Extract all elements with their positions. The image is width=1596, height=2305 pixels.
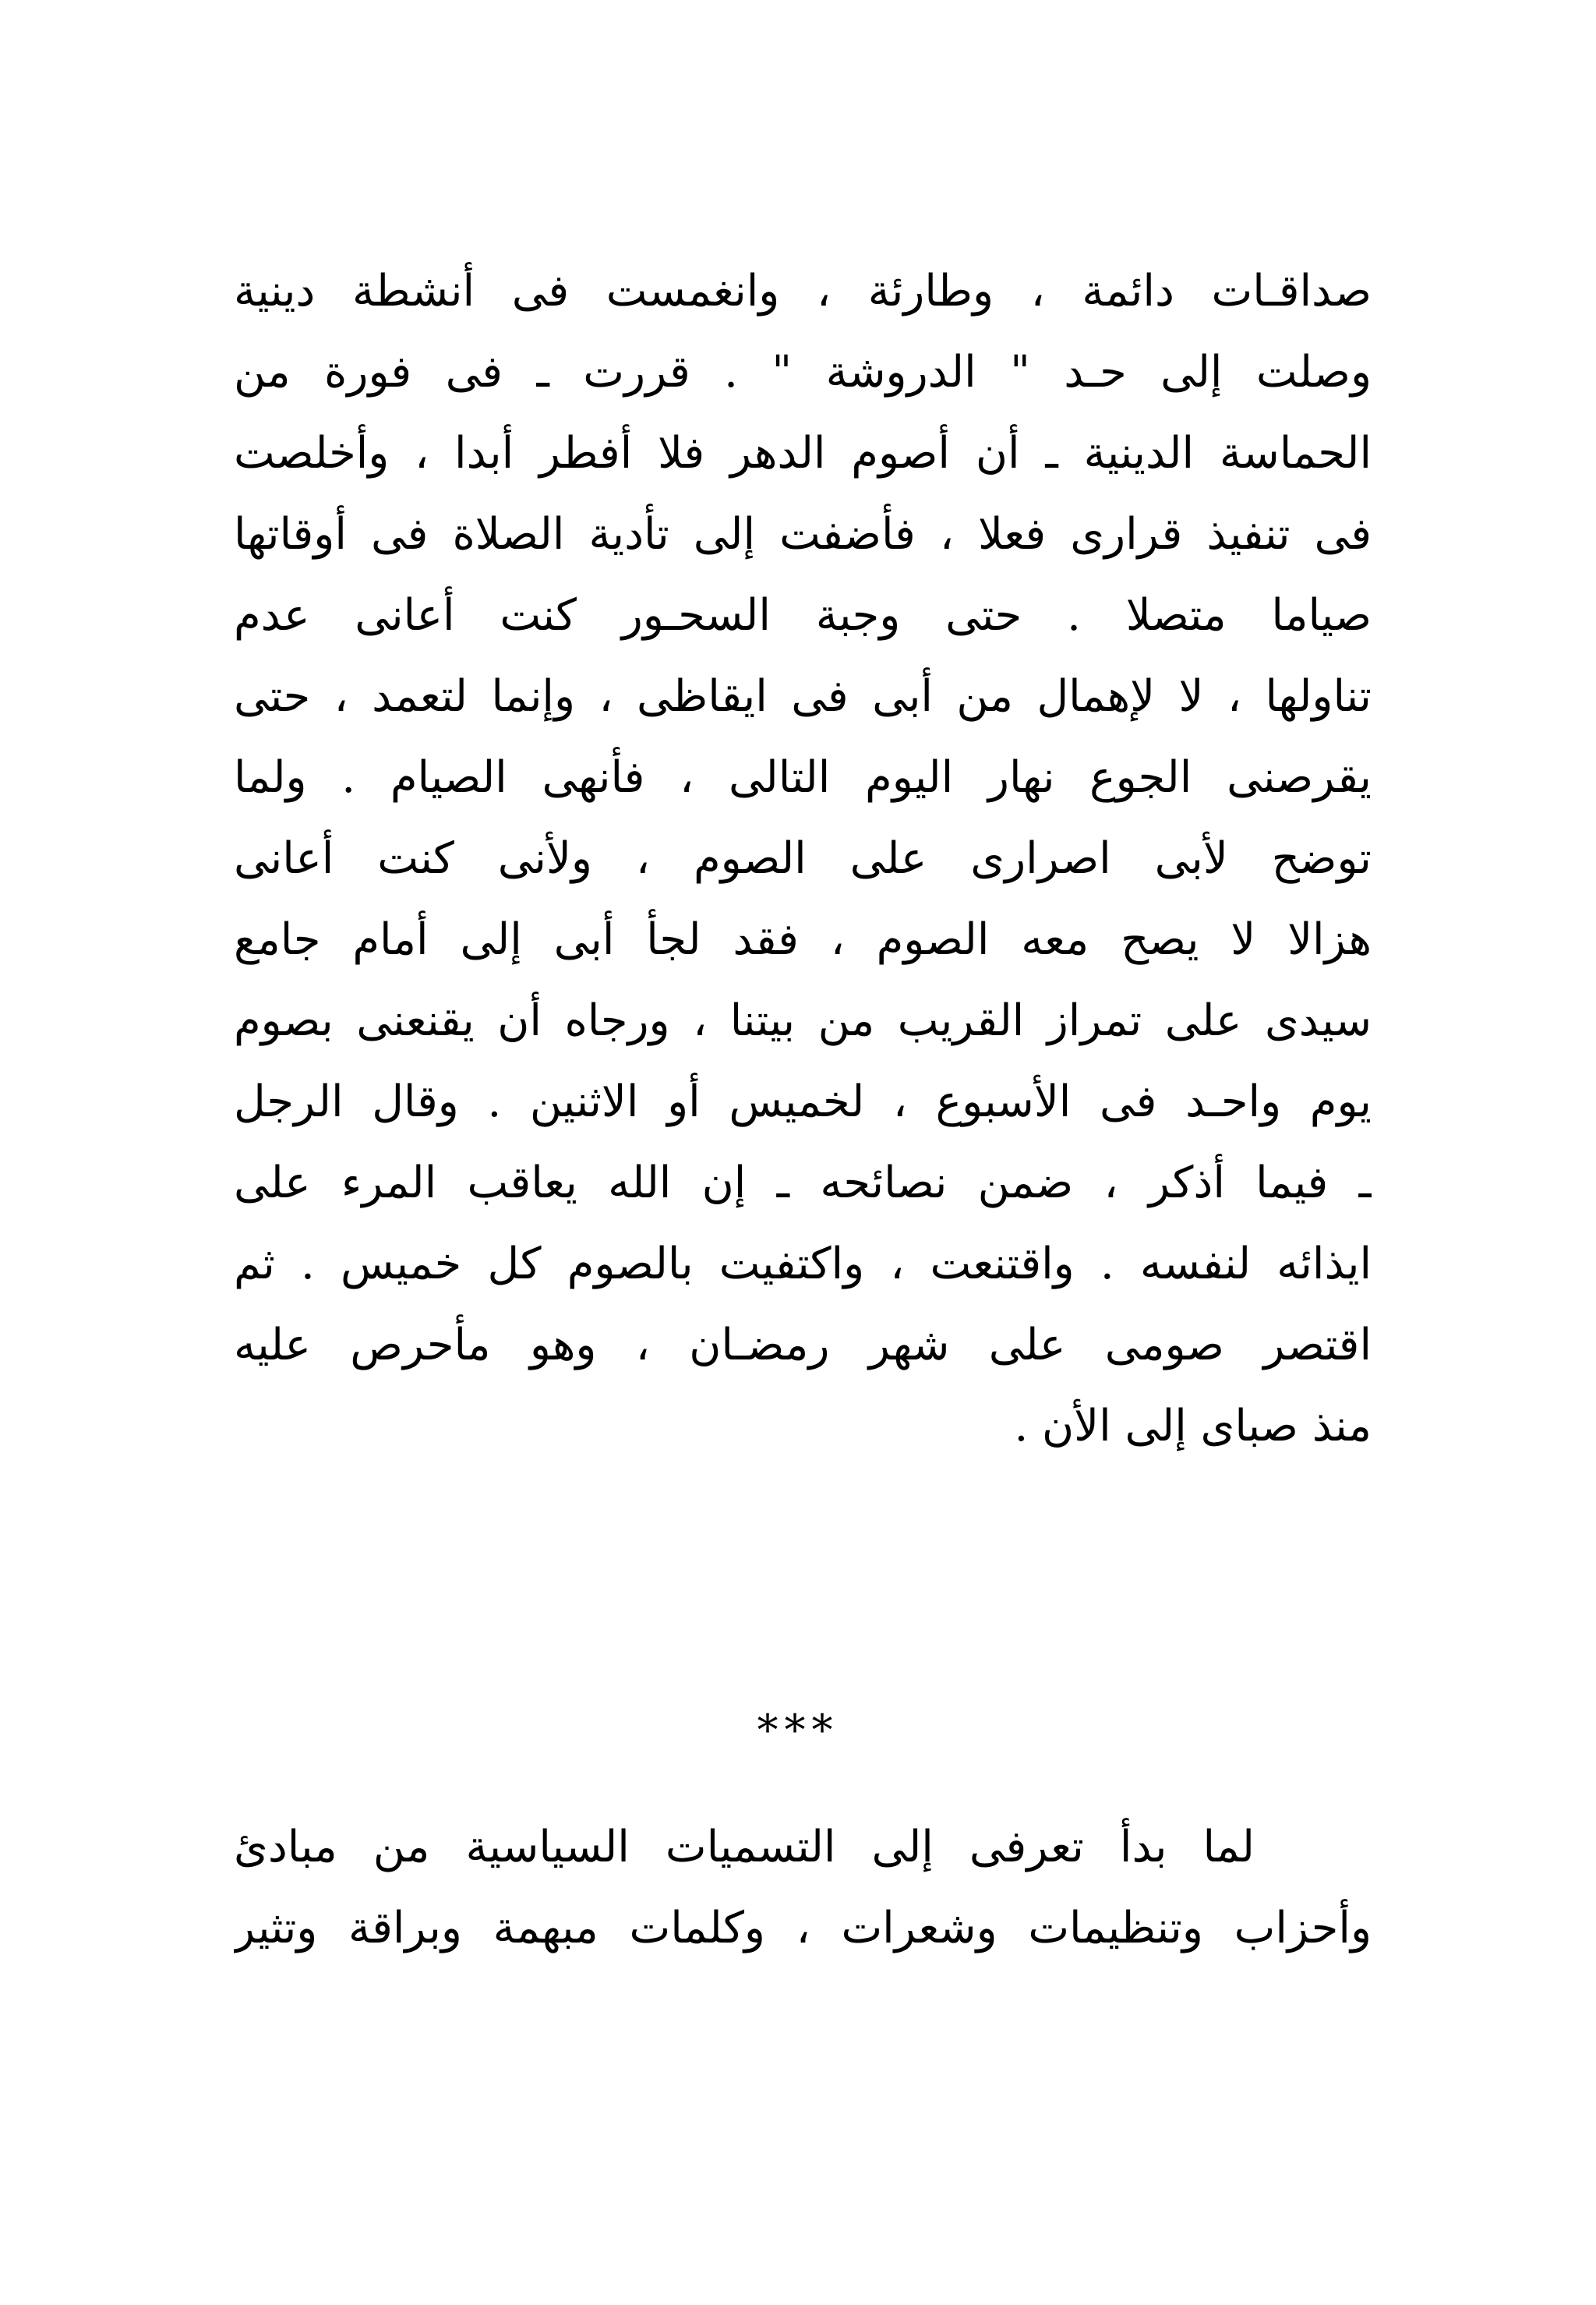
text-line-indented: لما بدأ تعرفى إلى التسميات السياسية من مبادئ: [234, 1822, 1255, 1872]
paragraph-1: [234, 251, 1372, 1467]
text-line: يوم واحـد فى الأسبوع ، لخميس أو الاثنين . وقال الرجل: [234, 1076, 1372, 1127]
text-line: تناولها ، لا لإهمال من أبى فى ايقاظى ، وإنما لتعمد ، حتى: [234, 671, 1372, 722]
text-line: وأحزاب وتنظيمات وشعرات ، وكلمات مبهمة وبراقة وتثير: [234, 1903, 1372, 1953]
text-line: صداقـات دائمة ، وطارئة ، وانغمست فى أنشطة دينية: [234, 266, 1372, 316]
text-line: فى تنفيذ قرارى فعلا ، فأضفت إلى تأدية الصلاة فى أوقاتها: [234, 509, 1372, 560]
paragraph-2: [234, 1807, 1372, 1969]
text-line: يقرصنى الجوع نهار اليوم التالى ، فأنهى الصيام . ولما: [234, 752, 1372, 803]
text-line: اقتصر صومى على شهر رمضـان ، وهو مأحرص عليه: [234, 1320, 1372, 1370]
text-line-last: منذ صباى إلى الأن .: [1014, 1401, 1372, 1451]
text-line: توضح لأبى اصرارى على الصوم ، ولأنى كنت أعانى: [234, 833, 1372, 884]
text-line: سيدى على تمراز القريب من بيتنا ، ورجاه أن يقنعنى بصوم: [234, 995, 1372, 1046]
section-separator: ***: [757, 1706, 839, 1755]
text-line: وصلت إلى حـد " الدروشة " . قررت ـ فى فورة من: [234, 347, 1372, 398]
text-line: ايذائه لنفسه . واقتنعت ، واكتفيت بالصوم كل خميس . ثم: [234, 1239, 1372, 1289]
text-line: الحماسة الدينية ـ أن أصوم الدهر فلا أفطر أبدا ، وأخلصت: [234, 428, 1372, 479]
text-line: هزالا لا يصح معه الصوم ، فقد لجأ أبى إلى أمام جامع: [234, 914, 1372, 965]
text-line: صياما متصلا . حتى وجبة السحـور كنت أعانى عدم: [234, 590, 1372, 641]
text-line: ـ فيما أذكر ، ضمن نصائحه ـ إن الله يعاقب المرء على: [234, 1158, 1372, 1208]
